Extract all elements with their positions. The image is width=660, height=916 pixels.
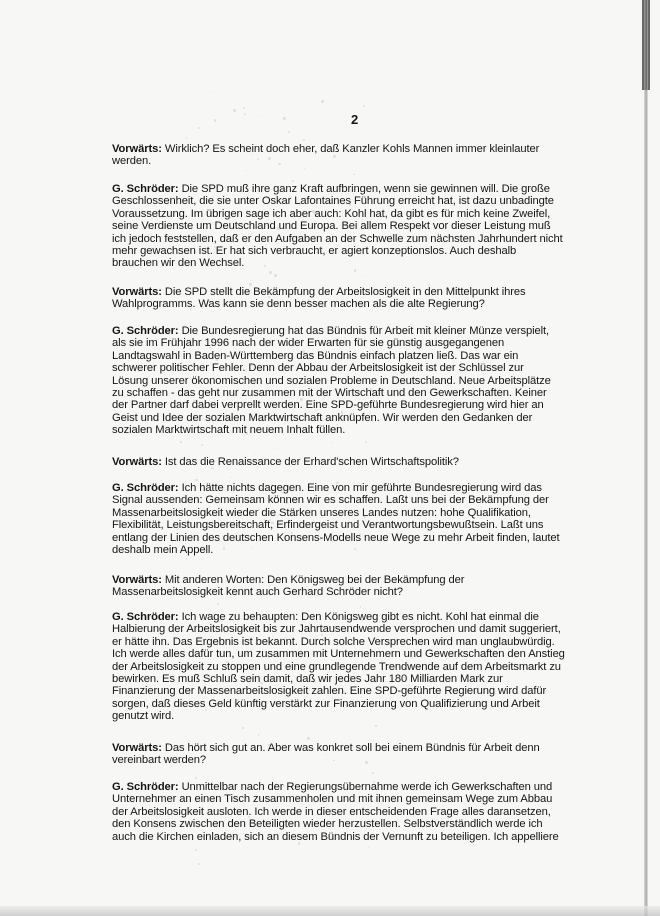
scan-speck — [278, 163, 280, 165]
paragraph-line: auch die Kirchen einladen, sich an diesem Bündnis der Vernunft zu beteiligen. Ich appelliere — [112, 830, 559, 843]
scan-speck — [217, 603, 219, 605]
scan-speck — [250, 363, 253, 366]
line-text: Das hört sich gut an. Aber was konkret soll bei einem Bündnis für Arbeit denn — [161, 742, 540, 754]
paragraph-line — [112, 742, 560, 754]
scan-speck — [229, 497, 231, 499]
scan-edge-shadow-bottom — [0, 906, 660, 916]
paragraph-line: der Arbeitslosigkeit zu stoppen und eine grundlegende Trendwende auf dem Arbeitsmarkt zu — [112, 660, 561, 673]
scan-speck — [245, 432, 248, 435]
paragraph-line: Voraussetzung. Im übrigen sage ich aber auch: Kohl hat, da gibt es für mich keine Zweifel, — [112, 207, 551, 220]
paragraph-line: Massenarbeitslosigkeit kennt auch Gerhard Schröder nicht? — [112, 586, 403, 599]
paragraph-line: entlang der Linien des deutschen Konsens-Modells neue Wege zu mehr Arbeit finden, lautet — [112, 531, 560, 544]
scan-speck — [233, 109, 236, 112]
scan-speck — [363, 515, 366, 518]
scan-speck — [286, 826, 288, 828]
scan-speck — [298, 842, 300, 844]
paragraph-line: sorgen, daß dieses Geld künftig verstärkt zur Finanzierung von Qualifizierung und Arbeit — [112, 697, 540, 710]
paragraph-line — [112, 611, 560, 623]
line-text: Mit anderen Worten: Den Königsweg bei der Bekämpfung der — [161, 574, 465, 586]
scan-speck — [186, 558, 188, 560]
scan-speck — [303, 139, 305, 141]
paragraph-line: werden. — [112, 155, 152, 168]
paragraph-line — [112, 325, 560, 337]
speaker-label: G. Schröder: — [112, 482, 179, 494]
scan-speck — [274, 274, 277, 277]
paragraph-vorwaerts-2 — [112, 286, 560, 311]
paragraph-line — [112, 574, 560, 586]
scan-speck — [300, 398, 303, 401]
scan-speck — [209, 347, 210, 348]
paragraph-line: Landtagswahl in Baden-Württemberg das Bündnis einfach platzen ließ. Das war ein — [112, 349, 519, 362]
scan-speck — [201, 406, 204, 409]
scan-speck — [333, 155, 335, 157]
scan-speck — [314, 213, 315, 214]
scan-speck — [331, 442, 332, 443]
paragraph-schroeder-2 — [112, 325, 560, 437]
line-text: Wirklich? Es scheint doch eher, daß Kanzler Kohls Mannen immer kleinlauter — [161, 143, 540, 155]
speaker-label: Vorwärts: — [112, 742, 162, 754]
paragraph-line — [112, 143, 560, 155]
speaker-label: Vorwärts: — [112, 143, 162, 155]
scan-speck — [198, 863, 200, 865]
paragraph-line: deshalb mein Appell. — [112, 544, 214, 557]
line-text: Die Bundesregierung hat das Bündnis für Arbeit mit kleiner Münze verspielt, — [178, 325, 550, 337]
paragraph-line — [112, 183, 560, 195]
paragraph-line: Halbierung der Arbeitslosigkeit bis zur Jahrtausendwende versprochen und damit suggeriert, — [112, 623, 561, 636]
scan-speck — [213, 91, 214, 92]
scan-speck — [245, 369, 246, 370]
paragraph-line: seine Verdienste um Deutschland und Europa. Bei allem Respekt vor dieser Leistung muß — [112, 220, 551, 233]
scan-speck — [248, 816, 250, 818]
paragraph-line: zu schaffen - das geht nur zusammen mit der Wirtschaft und den Gewerkschaften. Keiner — [112, 387, 547, 400]
scan-speck — [195, 777, 197, 779]
paragraph-line: bewirken. Es muß Schluß sein damit, daß wir jedes Jahr 180 Milliarden Mark zur — [112, 673, 503, 686]
scan-speck — [283, 785, 285, 787]
speaker-label: G. Schröder: — [112, 781, 179, 793]
paragraph-line: er hätte ihn. Das Ergebnis ist bekannt. Durch solche Versprechen wird man unglaubwürdig. — [112, 635, 555, 648]
scan-speck — [211, 467, 213, 469]
scan-speck — [251, 667, 253, 669]
line-text: Unmittelbar nach der Regierungsübernahme werde ich Gewerkschaften und — [178, 781, 553, 793]
scan-speck — [283, 117, 286, 120]
paragraph-line: als sie im Frühjahr 1996 nach der wider Erwarten für sie günstig ausgegangenen — [112, 337, 505, 350]
scan-speck — [299, 202, 302, 205]
paragraph-line: sozialen Marktwirtschaft mit neuem Inhalt füllen. — [112, 424, 346, 437]
scan-speck — [239, 707, 240, 708]
scan-speck — [269, 835, 270, 836]
page-number: 2 — [351, 112, 359, 127]
speaker-label: G. Schröder: — [112, 611, 179, 623]
scan-speck — [190, 364, 191, 365]
scan-speck — [368, 847, 369, 848]
scan-speck — [363, 105, 365, 107]
scan-speck — [356, 550, 357, 551]
scan-speck — [365, 276, 366, 277]
paragraph-line — [112, 781, 560, 793]
speaker-label: G. Schröder: — [112, 183, 179, 195]
scan-speck — [319, 247, 322, 250]
scan-speck — [291, 532, 293, 534]
paragraph-schroeder-4 — [112, 611, 565, 723]
scan-speck — [307, 737, 310, 740]
speaker-label: Vorwärts: — [112, 574, 162, 586]
scan-speck — [186, 137, 188, 139]
scan-speck — [304, 168, 305, 169]
scan-speck — [269, 519, 271, 521]
scan-speck — [308, 523, 310, 525]
scan-speck — [302, 350, 305, 353]
paragraph-line: Unternehmer an einen Tisch zusammenholen und mit ihnen gemeinsam Wege zum Abbau — [112, 793, 553, 806]
paragraph-line — [112, 286, 560, 298]
scan-speck — [201, 444, 203, 446]
paragraph-line: Massenarbeitslosigkeit wieder die Stärken unseres Landes nutzen: hohe Qualifikation, — [112, 506, 531, 519]
paragraph-vorwaerts-1 — [112, 143, 560, 168]
line-text: Ist das die Renaissance der Erhard'schen Wirtschaftspolitik? — [161, 456, 459, 468]
speaker-label: Vorwärts: — [112, 286, 162, 298]
scan-speck — [260, 682, 262, 684]
scan-speck — [321, 100, 323, 102]
scan-speck — [292, 180, 294, 182]
paragraph-line: den Konsens zwischen den Beteiligten wieder herzustellen. Selbstverständlich werde ich — [112, 818, 543, 831]
scan-speck — [214, 119, 217, 122]
scan-speck — [231, 477, 232, 478]
scan-speck — [365, 441, 368, 444]
scan-speck — [271, 522, 273, 524]
paragraph-vorwaerts-3 — [112, 456, 560, 468]
scan-speck — [206, 643, 208, 645]
scan-speck — [354, 269, 356, 271]
paragraph-line: brauchen wir den Wechsel. — [112, 257, 245, 270]
scan-speck — [333, 760, 335, 762]
paragraph-line: schwerer politischer Fehler. Denn der Abbau der Arbeitslosigkeit ist der Schlüssel zur — [112, 362, 524, 375]
scan-speck — [251, 154, 252, 155]
scan-speck — [268, 296, 270, 298]
line-text: Die SPD muß ihre ganz Kraft aufbringen, wenn sie gewinnen will. Die große — [178, 183, 550, 195]
scan-speck — [256, 809, 257, 810]
scan-speck — [277, 227, 279, 229]
scan-speck — [321, 634, 322, 635]
paragraph-schroeder-5 — [112, 781, 560, 843]
scan-edge-shadow-right — [644, 0, 648, 916]
scan-speck — [269, 271, 272, 274]
paragraph-line: Geist und Idee der sozialen Marktwirtschaft anknüpfen. Wir werden den Gedanken der — [112, 411, 533, 424]
paragraph-schroeder-1 — [112, 183, 563, 270]
paragraph-schroeder-3 — [112, 482, 560, 556]
paragraph-line: Lösung unserer ökonomischen und sozialen Probleme in Deutschland. Neue Arbeitsplätze — [112, 374, 551, 387]
scan-speck — [375, 725, 377, 727]
scan-speck — [268, 744, 270, 746]
paragraph-line: Flexibilität, Leistungsbereitschaft, Erfindergeist und Verantwortungsbewußtsein. Laßt uns — [112, 519, 544, 532]
scan-speck — [198, 127, 200, 129]
paragraph-line: der Partner darf dabei verprellt werden. Eine SPD-geführte Bundesregierung wird hier an — [112, 399, 544, 412]
scan-speck — [181, 746, 182, 747]
scan-speck — [223, 547, 225, 549]
paragraph-line: genutzt wird. — [112, 710, 175, 723]
scan-speck — [251, 340, 253, 342]
scan-speck — [249, 283, 252, 286]
scan-speck — [244, 113, 246, 115]
paragraph-line: vereinbart werden? — [112, 754, 206, 767]
scan-speck — [180, 441, 182, 443]
scan-speck — [195, 479, 197, 481]
scan-speck — [372, 772, 374, 774]
scan-speck — [264, 519, 265, 520]
scan-speck — [359, 533, 361, 535]
scan-speck — [326, 754, 327, 755]
scan-speck — [246, 170, 247, 171]
scan-speck — [350, 676, 353, 679]
scan-speck — [197, 405, 199, 407]
scan-speck — [195, 849, 197, 851]
scan-speck — [312, 210, 315, 213]
scan-speck — [360, 606, 361, 607]
paragraph-line: Geschlossenheit, die sie unter Oskar Lafontaines Führung erreicht hat, ist dazu unbadingte — [112, 195, 554, 208]
scan-speck — [288, 131, 290, 133]
scan-speck — [226, 580, 228, 582]
paragraph-line: Ich werde alles dafür tun, um zusammen mit Unternehmern und Gewerkschaften den Anstieg — [112, 648, 565, 661]
scan-speck — [303, 427, 305, 429]
scan-speck — [258, 115, 259, 116]
paragraph-line: der Arbeitslosigkeit ausloten. Ich werde in dieser entscheidenden Frage alles daransetzen, — [112, 805, 551, 818]
paragraph-vorwaerts-5 — [112, 742, 560, 767]
paragraph-line: mehr gewachsen ist. Er hat sich verbraucht, er agiert konzeptionslos. Auch deshalb — [112, 245, 517, 258]
line-text: Ich wage zu behaupten: Den Königsweg gibt es nicht. Kohl hat einmal die — [178, 611, 539, 623]
paragraph-vorwaerts-4 — [112, 574, 560, 599]
paragraph-line: Wahlprogramms. Was kann sie denn besser machen als die alte Regierung? — [112, 298, 485, 311]
scan-speck — [277, 448, 278, 449]
scan-speck — [242, 727, 244, 729]
scan-speck — [252, 547, 253, 548]
line-text: Ich hätte nichts dagegen. Eine von mir geführte Bundesregierung wird das — [178, 482, 542, 494]
scan-speck — [276, 413, 277, 414]
scan-speck — [353, 174, 355, 176]
speaker-label: G. Schröder: — [112, 325, 179, 337]
scan-speck — [285, 501, 287, 503]
paragraph-line: Signal aussenden: Gemeinsam können wir es schaffen. Laßt uns bei der Bekämpfung der — [112, 494, 549, 507]
paragraph-line: ich jedoch feststellen, daß er den Aufgaben an der Schwelle zum nächsten Jahrhundert nicht — [112, 232, 563, 245]
scan-speck — [193, 400, 196, 403]
paragraph-line: Finanzierung der Massenarbeitslosigkeit zahlen. Eine SPD-geführte Regierung wird dafür — [112, 685, 547, 698]
speaker-label: Vorwärts: — [112, 456, 162, 468]
line-text: Die SPD stellt die Bekämpfung der Arbeitslosigkeit in den Mittelpunkt ihres — [161, 286, 526, 298]
scan-speck — [205, 709, 207, 711]
scan-speck — [226, 661, 228, 663]
scan-speck — [243, 107, 245, 109]
scan-speck — [258, 734, 259, 735]
scan-speck — [268, 157, 271, 160]
paragraph-line — [112, 456, 560, 468]
scan-speck — [237, 699, 239, 701]
